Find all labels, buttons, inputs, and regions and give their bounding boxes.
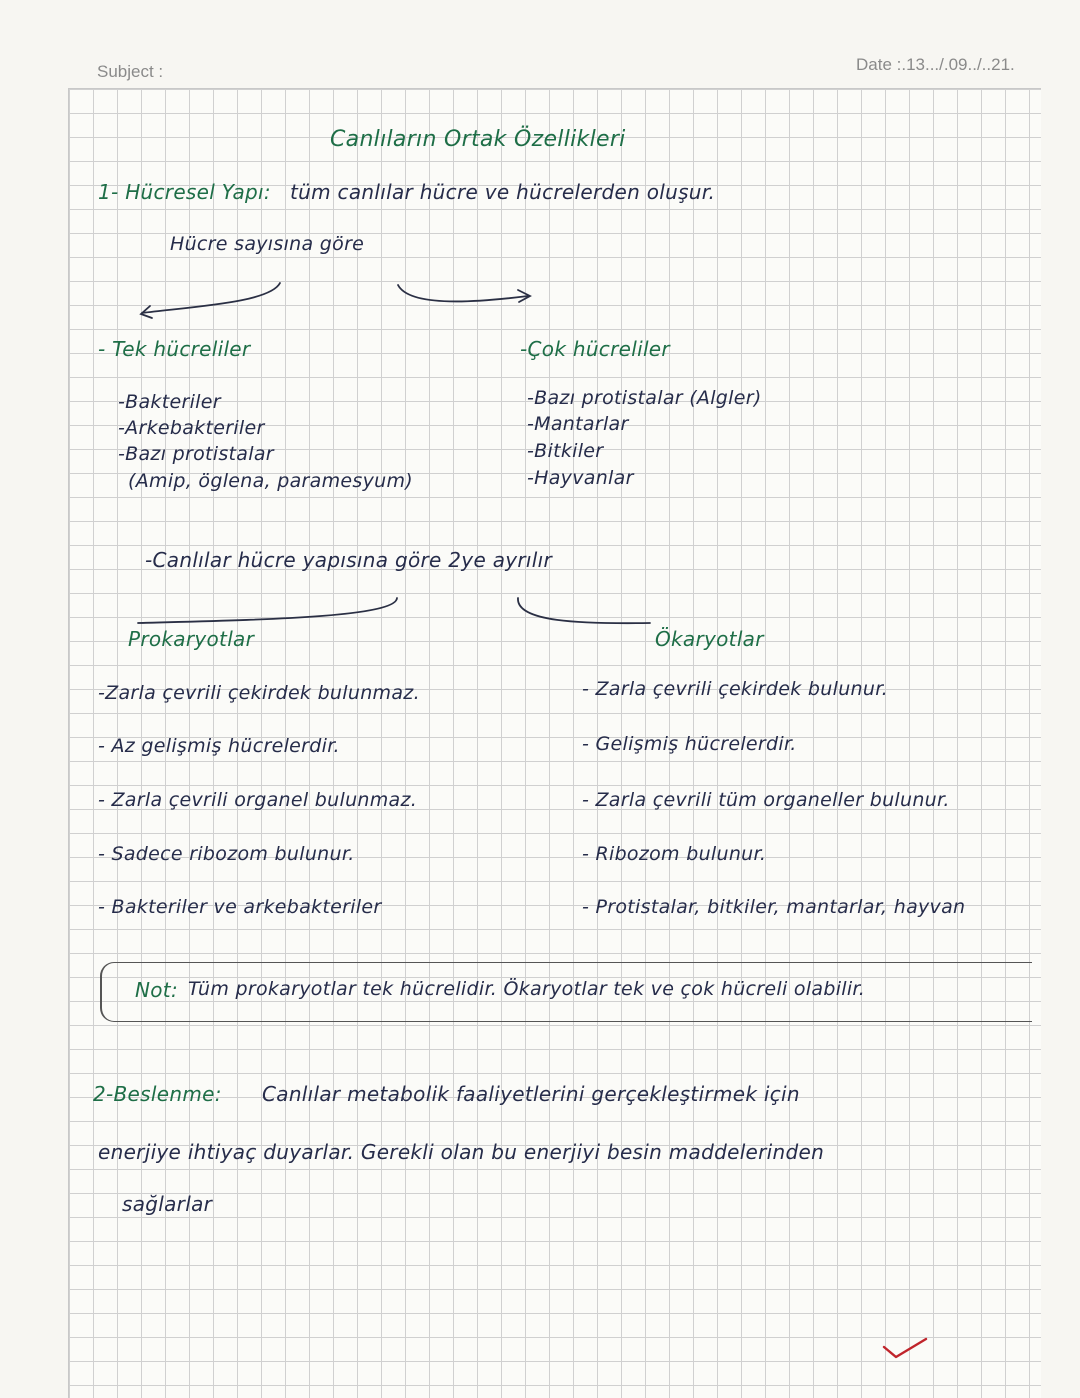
note-text: Tüm prokaryotlar tek hücrelidir. Ökaryotlar tek ve çok hücreli olabilir. xyxy=(188,978,866,1000)
check-mark-icon xyxy=(880,1335,930,1365)
by-cell-count: Hücre sayısına göre xyxy=(170,233,365,255)
section2-line1: Canlılar metabolik faaliyetlerini gerçekleştirmek için xyxy=(262,1082,800,1106)
prokaryote-item: - Zarla çevrili organel bulunmaz. xyxy=(98,789,418,811)
multicellular-item: -Hayvanlar xyxy=(527,467,634,489)
eukaryote-item: - Zarla çevrili çekirdek bulunur. xyxy=(582,678,888,700)
eukaryotes-heading: Ökaryotlar xyxy=(655,627,764,651)
section2-line3: sağlarlar xyxy=(122,1192,213,1216)
prokaryote-item: - Bakteriler ve arkebakteriler xyxy=(98,896,382,918)
section1-text: tüm canlılar hücre ve hücrelerden oluşur. xyxy=(290,180,716,204)
prokaryote-item: -Zarla çevrili çekirdek bulunmaz. xyxy=(98,682,420,704)
multicellular-item: -Mantarlar xyxy=(527,413,629,435)
eukaryote-item: - Protistalar, bitkiler, mantarlar, hayvan xyxy=(582,896,966,918)
eukaryote-item: - Gelişmiş hücrelerdir. xyxy=(582,733,797,755)
prokaryote-item: - Az gelişmiş hücrelerdir. xyxy=(98,735,340,757)
section1-heading: 1- Hücresel Yapı: xyxy=(98,180,271,204)
unicellular-item: -Arkebakteriler xyxy=(118,417,265,439)
multicellular-item: -Bitkiler xyxy=(527,440,604,462)
multicellular-item: -Bazı protistalar (Algler) xyxy=(527,387,762,409)
subject-label: Subject : xyxy=(97,62,164,81)
section2-heading: 2-Beslenme: xyxy=(93,1082,222,1106)
unicellular-item: -Bakteriler xyxy=(118,391,221,413)
page-title: Canlıların Ortak Özellikleri xyxy=(330,127,626,152)
eukaryote-item: - Zarla çevrili tüm organeller bulunur. xyxy=(582,789,950,811)
unicellular-item: (Amip, öglena, paramesyum) xyxy=(128,470,414,492)
prokaryotes-heading: Prokaryotlar xyxy=(128,627,255,651)
unicellular-item: -Bazı protistalar xyxy=(118,443,274,465)
multicellular-heading: -Çok hücreliler xyxy=(520,337,670,361)
date-label: Date :.13.../.09../..21. xyxy=(856,55,1015,74)
prokaryote-item: - Sadece ribozom bulunur. xyxy=(98,843,355,865)
split-line: -Canlılar hücre yapısına göre 2ye ayrılır xyxy=(145,548,553,572)
unicellular-heading: - Tek hücreliler xyxy=(98,337,251,361)
note-label: Not: xyxy=(135,978,178,1002)
section2-line2: enerjiye ihtiyaç duyarlar. Gerekli olan bu enerjiyi besin maddelerinden xyxy=(98,1140,825,1164)
eukaryote-item: - Ribozom bulunur. xyxy=(582,843,767,865)
